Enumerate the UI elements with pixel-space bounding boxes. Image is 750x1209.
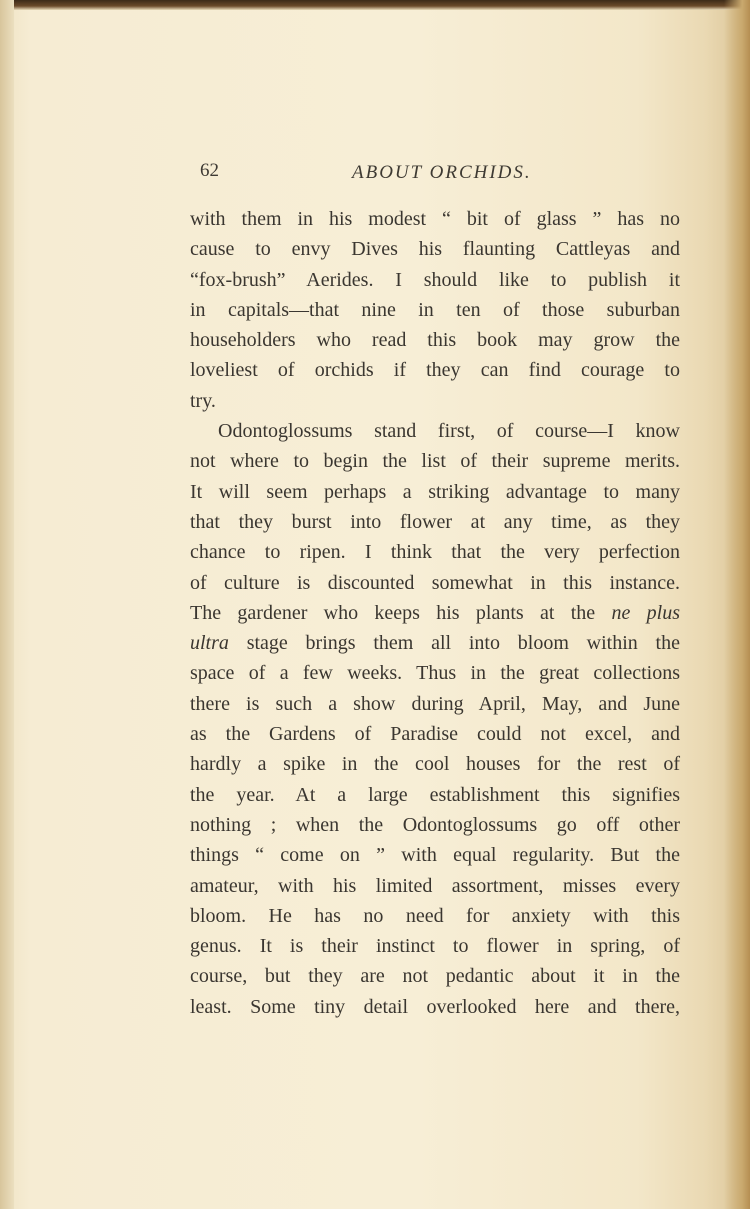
text-line: there is such a show during April, May, and June bbox=[190, 692, 680, 715]
text-line: genus. It is their instinct to flower in spring, of bbox=[190, 935, 680, 958]
text-line: amateur, with his limited assortment, misses every bbox=[190, 874, 680, 897]
text-line: things “ come on ” with equal regularity. But the bbox=[190, 844, 680, 867]
page-right-edge bbox=[724, 0, 750, 1209]
page-header bbox=[200, 160, 540, 190]
text-line: householders who read this book may grow the bbox=[190, 329, 680, 352]
text-line: course, but they are not pedantic about it in the bbox=[190, 965, 680, 988]
text-line: It will seem perhaps a striking advantage to many bbox=[190, 480, 680, 503]
text-line: chance to ripen. I think that the very perfection bbox=[190, 541, 680, 564]
text-line: least. Some tiny detail overlooked here and there, bbox=[190, 995, 680, 1018]
paragraph-start-line: Odontoglossums stand first, of course—I know bbox=[218, 420, 680, 443]
body-text bbox=[190, 204, 680, 1022]
text-line: try. bbox=[190, 389, 216, 412]
text-line: nothing ; when the Odontoglossums go off other bbox=[190, 813, 680, 836]
italic-phrase: ne plus bbox=[611, 601, 681, 624]
text-line: that they burst into flower at any time, as they bbox=[190, 510, 680, 533]
text-line: of culture is discounted somewhat in this instance. bbox=[190, 571, 680, 594]
text-line: with them in his modest “ bit of glass ” has no bbox=[190, 208, 680, 230]
text-line: in capitals—that nine in ten of those suburban bbox=[190, 298, 680, 321]
line-text: The gardener who keeps his plants at the bbox=[190, 601, 596, 624]
text-line: hardly a spike in the cool houses for the rest of bbox=[190, 753, 680, 776]
text-line: “fox-brush” Aerides. I should like to publish it bbox=[190, 268, 680, 291]
italic-phrase: ultra bbox=[190, 632, 229, 655]
page-top-edge bbox=[0, 0, 750, 10]
text-line-with-italic bbox=[190, 628, 680, 658]
text-line: cause to envy Dives his flaunting Cattleyas and bbox=[190, 238, 680, 261]
running-head: ABOUT ORCHIDS. bbox=[352, 162, 532, 183]
text-line: bloom. He has no need for anxiety with this bbox=[190, 904, 680, 927]
text-line: loveliest of orchids if they can find courage to bbox=[190, 359, 680, 382]
text-line-with-italic bbox=[190, 598, 680, 628]
line-text: stage brings them all into bloom within the bbox=[246, 632, 680, 655]
page-number: 62 bbox=[200, 160, 219, 181]
page-left-edge bbox=[0, 0, 14, 1209]
text-line: as the Gardens of Paradise could not excel, and bbox=[190, 723, 680, 746]
text-line: the year. At a large establishment this signifies bbox=[190, 783, 680, 806]
text-line: not where to begin the list of their supreme merits. bbox=[190, 450, 680, 473]
text-line: space of a few weeks. Thus in the great collections bbox=[190, 662, 680, 685]
